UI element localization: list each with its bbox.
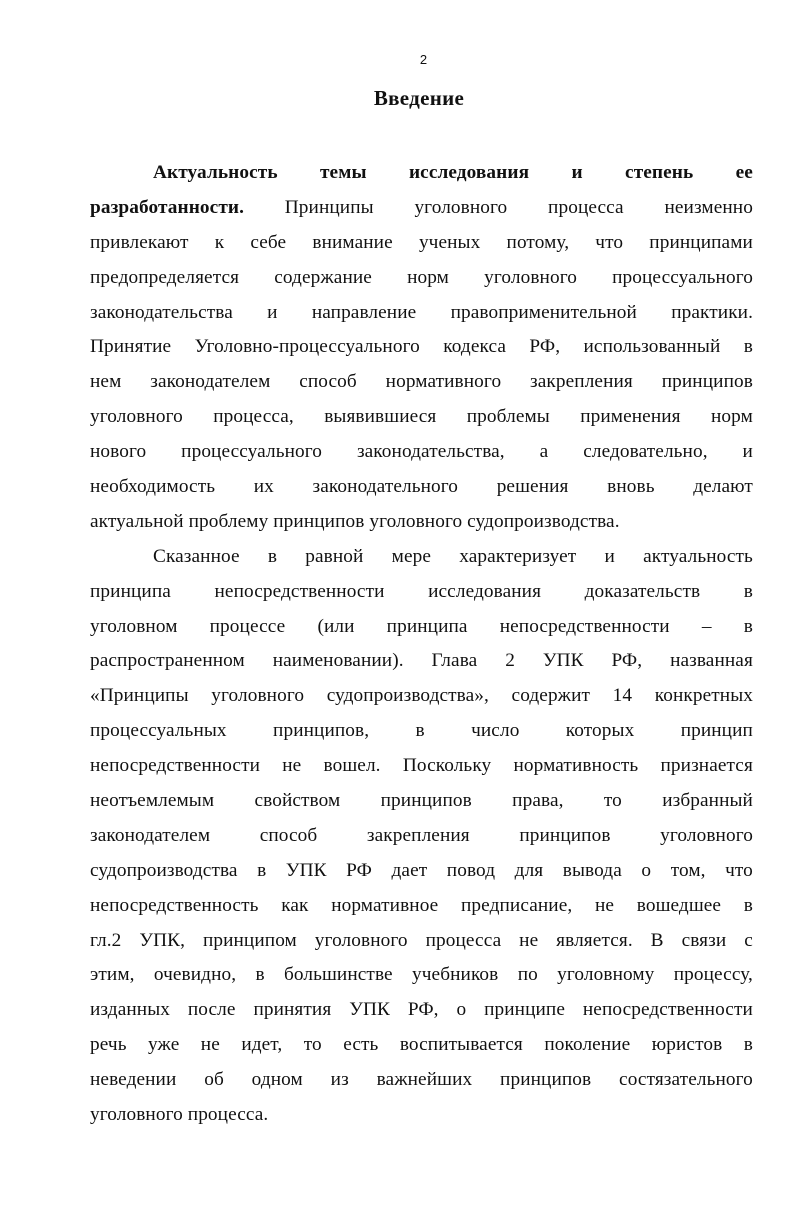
word: для xyxy=(514,859,544,881)
word: Глава xyxy=(431,650,478,672)
word: названная xyxy=(670,650,753,672)
word: необходимость xyxy=(90,476,216,498)
text-line xyxy=(90,819,753,854)
word: принцип xyxy=(680,720,753,742)
word: неизменно xyxy=(664,196,753,218)
text-line xyxy=(90,610,753,645)
text-line xyxy=(90,470,753,505)
word: с xyxy=(744,929,753,951)
text-line xyxy=(90,296,753,331)
word: то xyxy=(303,1034,322,1056)
word: распространенном xyxy=(90,650,245,672)
word: уголовного xyxy=(414,196,508,218)
word: наименовании). xyxy=(272,650,404,672)
word: избранный xyxy=(662,790,753,812)
text-line xyxy=(90,226,753,261)
word: число xyxy=(471,720,520,742)
word: а xyxy=(539,441,549,463)
word: принципом xyxy=(202,929,297,951)
word: судопроизводства xyxy=(90,859,238,881)
word: УПК xyxy=(542,650,584,672)
word: способ xyxy=(299,371,357,393)
word: из xyxy=(330,1069,349,1091)
word: одном xyxy=(251,1069,303,1091)
word: судопроизводства», xyxy=(326,685,489,707)
word: признается xyxy=(660,755,753,777)
word: выявившиеся xyxy=(324,406,437,428)
bold-word: темы xyxy=(319,162,367,183)
bold-word: исследования xyxy=(408,162,530,183)
word: нормативного xyxy=(385,371,502,393)
text-line xyxy=(90,540,753,575)
word: уже xyxy=(148,1034,180,1056)
word: принципов xyxy=(661,371,753,393)
bold-word: ее xyxy=(735,162,753,183)
text-line xyxy=(90,156,753,191)
word: свойством xyxy=(254,790,341,812)
word: РФ, xyxy=(407,999,439,1021)
word: конкретных xyxy=(654,685,753,707)
word: процессуального xyxy=(612,266,753,288)
word: доказательств xyxy=(584,580,701,602)
word: в xyxy=(743,1034,753,1056)
word: норм xyxy=(407,266,449,288)
word: правоприменительной xyxy=(450,301,637,323)
text-line xyxy=(90,924,753,959)
word: и xyxy=(604,545,615,567)
word: уголовного xyxy=(90,406,183,428)
text-line xyxy=(90,889,753,924)
word: не xyxy=(200,1034,220,1056)
word: нормативное xyxy=(331,894,439,916)
word: законодательства, xyxy=(356,441,505,463)
word: в xyxy=(743,336,753,358)
word: и xyxy=(742,441,753,463)
text-line xyxy=(90,435,753,470)
word: важнейших xyxy=(376,1069,473,1091)
word: этим, xyxy=(90,964,135,986)
word: применения xyxy=(580,406,681,428)
word: в xyxy=(743,894,753,916)
word: содержит xyxy=(511,685,591,707)
word: исследования xyxy=(428,580,542,602)
word: 2 xyxy=(505,650,515,672)
word: непосредственности xyxy=(499,615,670,637)
word: об xyxy=(204,1069,224,1091)
text-line xyxy=(90,993,753,1028)
word: процесса, xyxy=(213,406,294,428)
word: привлекают xyxy=(90,231,189,253)
word: нового xyxy=(90,441,147,463)
word: очевидно, xyxy=(153,964,237,986)
word: не xyxy=(519,929,539,951)
text-line xyxy=(90,749,753,784)
word: принятия xyxy=(253,999,332,1021)
word: дает xyxy=(391,859,428,881)
text-line xyxy=(90,261,753,296)
word: юристов xyxy=(651,1034,723,1056)
word: вошедшее xyxy=(636,894,722,916)
word: – xyxy=(701,615,712,637)
word: законодателем xyxy=(150,371,271,393)
word: связи xyxy=(681,929,727,951)
word: Уголовно-процессуального xyxy=(194,336,420,358)
word: в xyxy=(255,964,265,986)
word: в xyxy=(743,615,753,637)
word: принципов xyxy=(519,824,611,846)
word: принципов, xyxy=(273,720,370,742)
text-line xyxy=(90,191,753,226)
word: 14 xyxy=(612,685,633,707)
word: их xyxy=(253,476,274,498)
text-line xyxy=(90,1028,753,1063)
word: принципа xyxy=(90,580,171,602)
word: том, xyxy=(670,859,706,881)
word: следовательно, xyxy=(583,441,708,463)
word: кодекса xyxy=(443,336,507,358)
word: к xyxy=(214,231,225,253)
line-text: уголовного процесса. xyxy=(90,1104,269,1126)
word: Сказанное xyxy=(153,545,240,567)
word: неотъемлемым xyxy=(90,790,215,812)
word: не xyxy=(594,894,615,916)
text-line xyxy=(90,330,753,365)
text-line xyxy=(90,679,753,714)
word: в xyxy=(415,720,425,742)
word: по xyxy=(517,964,538,986)
word: принципов xyxy=(380,790,472,812)
word: закрепления xyxy=(366,824,470,846)
word: непосредственности xyxy=(214,580,385,602)
word: повод xyxy=(446,859,496,881)
text-line xyxy=(90,854,753,889)
paragraph xyxy=(90,540,753,1133)
word: о xyxy=(641,859,652,881)
word: изданных xyxy=(90,999,170,1021)
word: уголовном xyxy=(90,615,178,637)
word: уголовного xyxy=(314,929,408,951)
word: непосредственность xyxy=(90,894,259,916)
word: вывода xyxy=(562,859,622,881)
word: предписание, xyxy=(461,894,573,916)
word: Принципы xyxy=(284,196,374,218)
word: принципа xyxy=(386,615,468,637)
text-line xyxy=(90,505,753,540)
bold-word: степень xyxy=(625,162,694,183)
word: процессе xyxy=(209,615,286,637)
word: принципами xyxy=(649,231,753,253)
word: Поскольку xyxy=(402,755,492,777)
word: в xyxy=(743,580,753,602)
line-text: актуальной проблему принципов уголовного судопроизводства. xyxy=(90,510,620,532)
word: вошел. xyxy=(323,755,381,777)
word: нем xyxy=(90,371,122,393)
word: решения xyxy=(496,476,569,498)
word: что xyxy=(595,231,624,253)
word: РФ xyxy=(346,859,372,881)
bold-word: разработанности. xyxy=(90,196,245,218)
word: РФ, xyxy=(529,336,561,358)
word: УПК, xyxy=(139,929,186,951)
word: использованный xyxy=(583,336,721,358)
text-line xyxy=(90,714,753,749)
page-number: 2 xyxy=(419,52,428,67)
document-body xyxy=(90,156,753,1133)
word: процессуальных xyxy=(90,720,227,742)
text-line xyxy=(90,365,753,400)
word: состязательного xyxy=(619,1069,753,1091)
word: что xyxy=(725,859,753,881)
word: воспитывается xyxy=(399,1034,523,1056)
word: непосредственности xyxy=(582,999,753,1021)
word: уголовному xyxy=(557,964,655,986)
word: законодателем xyxy=(90,824,211,846)
word: уголовного xyxy=(211,685,305,707)
word: является. xyxy=(556,929,633,951)
word: закрепления xyxy=(530,371,633,393)
word: неведении xyxy=(90,1069,177,1091)
word: процесса xyxy=(425,929,502,951)
word: поколение xyxy=(544,1034,631,1056)
word: не xyxy=(282,755,302,777)
word: Принятие xyxy=(90,336,172,358)
word: о xyxy=(456,999,467,1021)
bold-word: Актуальность xyxy=(153,162,278,183)
text-line xyxy=(90,644,753,679)
word: в xyxy=(257,859,267,881)
word: делают xyxy=(693,476,753,498)
word: законодательного xyxy=(312,476,459,498)
text-line xyxy=(90,1098,753,1133)
word: принципов xyxy=(500,1069,592,1091)
word: уголовного xyxy=(484,266,577,288)
word: нормативность xyxy=(513,755,639,777)
word: себе xyxy=(250,231,287,253)
word: которых xyxy=(565,720,635,742)
word: уголовного xyxy=(660,824,753,846)
word: учебников xyxy=(412,964,499,986)
word: процесса xyxy=(548,196,624,218)
word: речь xyxy=(90,1034,127,1056)
word: потому, xyxy=(506,231,570,253)
text-line xyxy=(90,400,753,435)
word: после xyxy=(187,999,236,1021)
text-line xyxy=(90,1063,753,1098)
word: и xyxy=(267,301,278,323)
word: большинстве xyxy=(283,964,393,986)
word: внимание xyxy=(312,231,393,253)
word: мере xyxy=(391,545,432,567)
word: характеризует xyxy=(459,545,577,567)
word: непосредственности xyxy=(90,755,261,777)
word: законодательства xyxy=(90,301,233,323)
word: есть xyxy=(343,1034,379,1056)
word: процессу, xyxy=(673,964,753,986)
word: равной xyxy=(305,545,364,567)
word: РФ, xyxy=(611,650,643,672)
text-line xyxy=(90,575,753,610)
word: то xyxy=(603,790,622,812)
word: проблемы xyxy=(466,406,550,428)
word: процессуального xyxy=(181,441,323,463)
word: УПК xyxy=(285,859,327,881)
word: актуальность xyxy=(643,545,753,567)
word: как xyxy=(281,894,309,916)
word: принципе xyxy=(484,999,565,1021)
word: УПК xyxy=(349,999,390,1021)
word: в xyxy=(267,545,278,567)
word: практики. xyxy=(671,301,753,323)
word: направление xyxy=(311,301,417,323)
text-line xyxy=(90,784,753,819)
word: идет, xyxy=(241,1034,283,1056)
paragraph xyxy=(90,156,753,540)
word: права, xyxy=(512,790,564,812)
word: ученых xyxy=(418,231,481,253)
word: В xyxy=(650,929,664,951)
word: предопределяется xyxy=(90,266,240,288)
word: норм xyxy=(711,406,753,428)
word: «Принципы xyxy=(90,685,189,707)
word: вновь xyxy=(607,476,655,498)
word: (или xyxy=(317,615,355,637)
word: гл.2 xyxy=(90,929,122,951)
text-line xyxy=(90,958,753,993)
word: содержание xyxy=(274,266,372,288)
word: способ xyxy=(259,824,318,846)
bold-word: и xyxy=(571,162,583,183)
page-title: Введение xyxy=(373,86,465,110)
